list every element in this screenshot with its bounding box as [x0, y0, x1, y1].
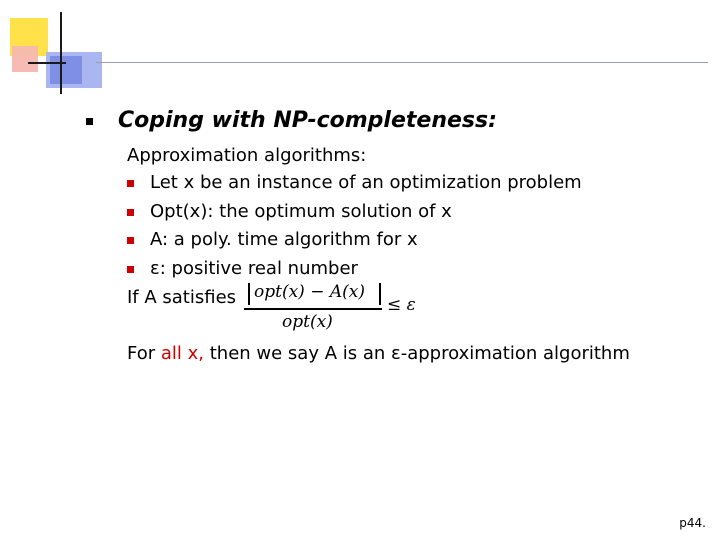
bullet-icon: [127, 209, 134, 216]
formula-denominator: opt(x): [282, 312, 333, 332]
list-item: Let x be an instance of an optimization problem: [150, 172, 582, 193]
intro-text: Approximation algorithms:: [127, 145, 367, 166]
absolute-value-bar-left: [248, 283, 250, 305]
decor-pink-square: [12, 46, 38, 72]
list-item: A: a poly. time algorithm for x: [150, 229, 418, 250]
decor-short-horizontal-line: [28, 62, 66, 64]
bullet-icon: [127, 237, 134, 244]
conclusion-text: [127, 343, 630, 364]
bullet-icon: [127, 180, 134, 187]
conclusion-emphasis: all x,: [160, 343, 204, 364]
fraction-bar: [244, 308, 382, 310]
absolute-value-bar-right: [379, 283, 381, 305]
list-item: ε: positive real number: [150, 258, 358, 279]
condition-label: If A satisfies: [127, 287, 237, 308]
bullet-icon: [127, 266, 134, 273]
approximation-ratio-formula: [238, 281, 418, 335]
slide-heading: Coping with NP-completeness:: [118, 108, 497, 133]
formula-numerator: opt(x) − A(x): [254, 282, 365, 302]
decor-vertical-line: [60, 12, 62, 94]
page-number: p44.: [679, 516, 706, 530]
title-rule: [96, 62, 708, 63]
formula-relation: ≤ ε: [387, 295, 416, 315]
conclusion-part-3: then we say A is an ε-approximation algorithm: [209, 343, 630, 364]
list-item: Opt(x): the optimum solution of x: [150, 201, 452, 222]
conclusion-part-1: For: [127, 343, 156, 364]
decor-blue-square: [50, 56, 82, 84]
bullet-icon: [86, 118, 93, 125]
